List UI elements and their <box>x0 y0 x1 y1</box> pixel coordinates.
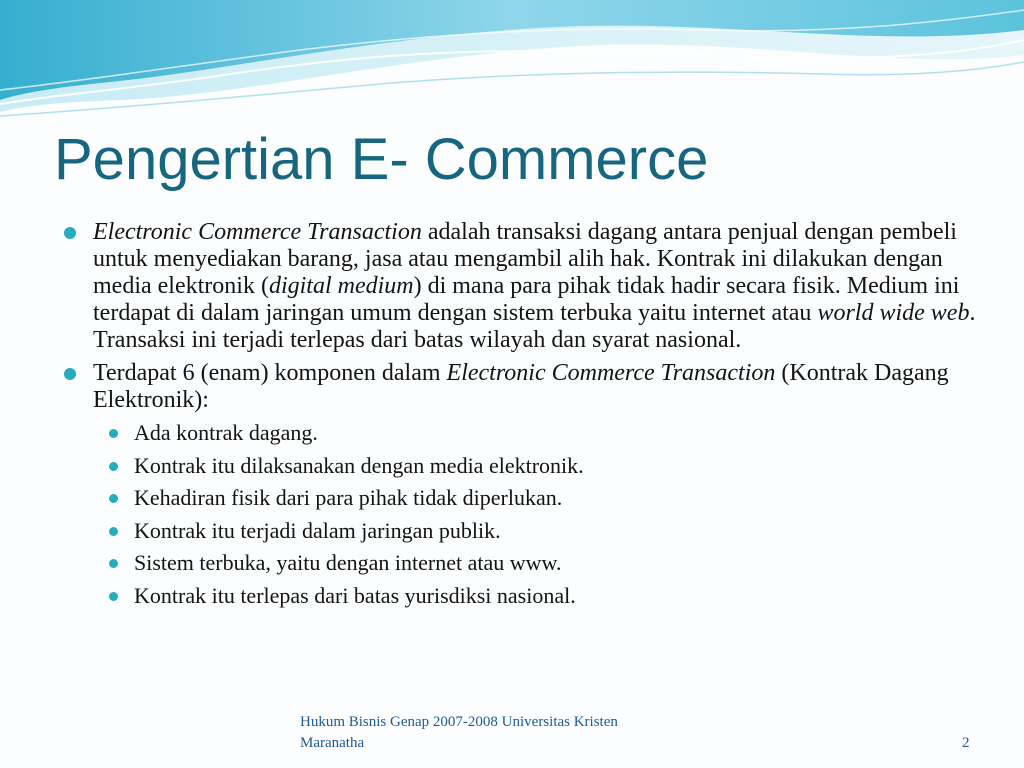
components-text: (Kontrak Dagang Elektronik): <box>93 360 949 413</box>
bullet-marker <box>109 462 118 471</box>
sub-bullet-text: Ada kontrak dagang. <box>134 420 318 445</box>
sub-bullet-text: Kontrak itu terjadi dalam jaringan publik. <box>134 517 501 543</box>
sub-bullet <box>56 485 976 511</box>
header-wave-decoration <box>0 0 1024 130</box>
footer-text: Hukum Bisnis Genap 2007-2008 Universitas Kristen Maranatha <box>300 714 618 751</box>
bullet-marker <box>64 227 76 239</box>
bullet-marker <box>109 592 118 601</box>
sub-bullet <box>56 453 976 479</box>
page-number: 2 <box>962 735 970 751</box>
sub-bullet-text: Kontrak itu dilaksanakan dengan media elektronik. <box>134 452 584 478</box>
sub-bullet-text: Kehadiran fisik dari para pihak tidak diperlukan. <box>134 485 563 510</box>
bullet-components <box>56 360 976 414</box>
definition-text: ) di mana para pihak tidak hadir secara fisik. Medium ini terdapat di dalam jaringan umum dengan sistem terbuka yaitu internet atau <box>93 273 960 326</box>
bullet-marker <box>109 559 118 568</box>
term-italic: Electronic Commerce Transaction <box>446 360 776 386</box>
sub-bullet-text: Kontrak itu terlepas dari batas yurisdiksi nasional. <box>134 582 576 608</box>
sub-bullet <box>56 420 976 446</box>
sub-bullet-text: Sistem terbuka, yaitu dengan internet atau www. <box>134 550 562 575</box>
definition-text: adalah transaksi dagang antara penjual dengan pembeli untuk menyediakan barang, jasa atau mengambil alih hak. Kontrak ini dilakukan dengan media elektronik ( <box>93 219 957 299</box>
definition-text: . Transaksi ini terjadi terlepas dari batas wilayah dan syarat nasional. <box>93 300 976 353</box>
slide-content <box>56 219 976 615</box>
term-italic: Electronic Commerce Transaction <box>93 219 422 245</box>
bullet-definition <box>56 219 976 354</box>
bullet-marker <box>109 494 118 503</box>
components-text: Terdapat 6 (enam) komponen dalam <box>93 360 447 386</box>
term-italic: digital medium <box>268 273 414 299</box>
bullet-marker <box>109 527 118 536</box>
bullet-marker <box>64 368 76 380</box>
sub-bullet <box>56 550 976 576</box>
bullet-marker <box>109 429 118 438</box>
slide-title: Pengertian E- Commerce <box>54 127 709 192</box>
term-italic: world wide web <box>817 300 970 326</box>
sub-bullet <box>56 518 976 544</box>
sub-bullet <box>56 583 976 609</box>
